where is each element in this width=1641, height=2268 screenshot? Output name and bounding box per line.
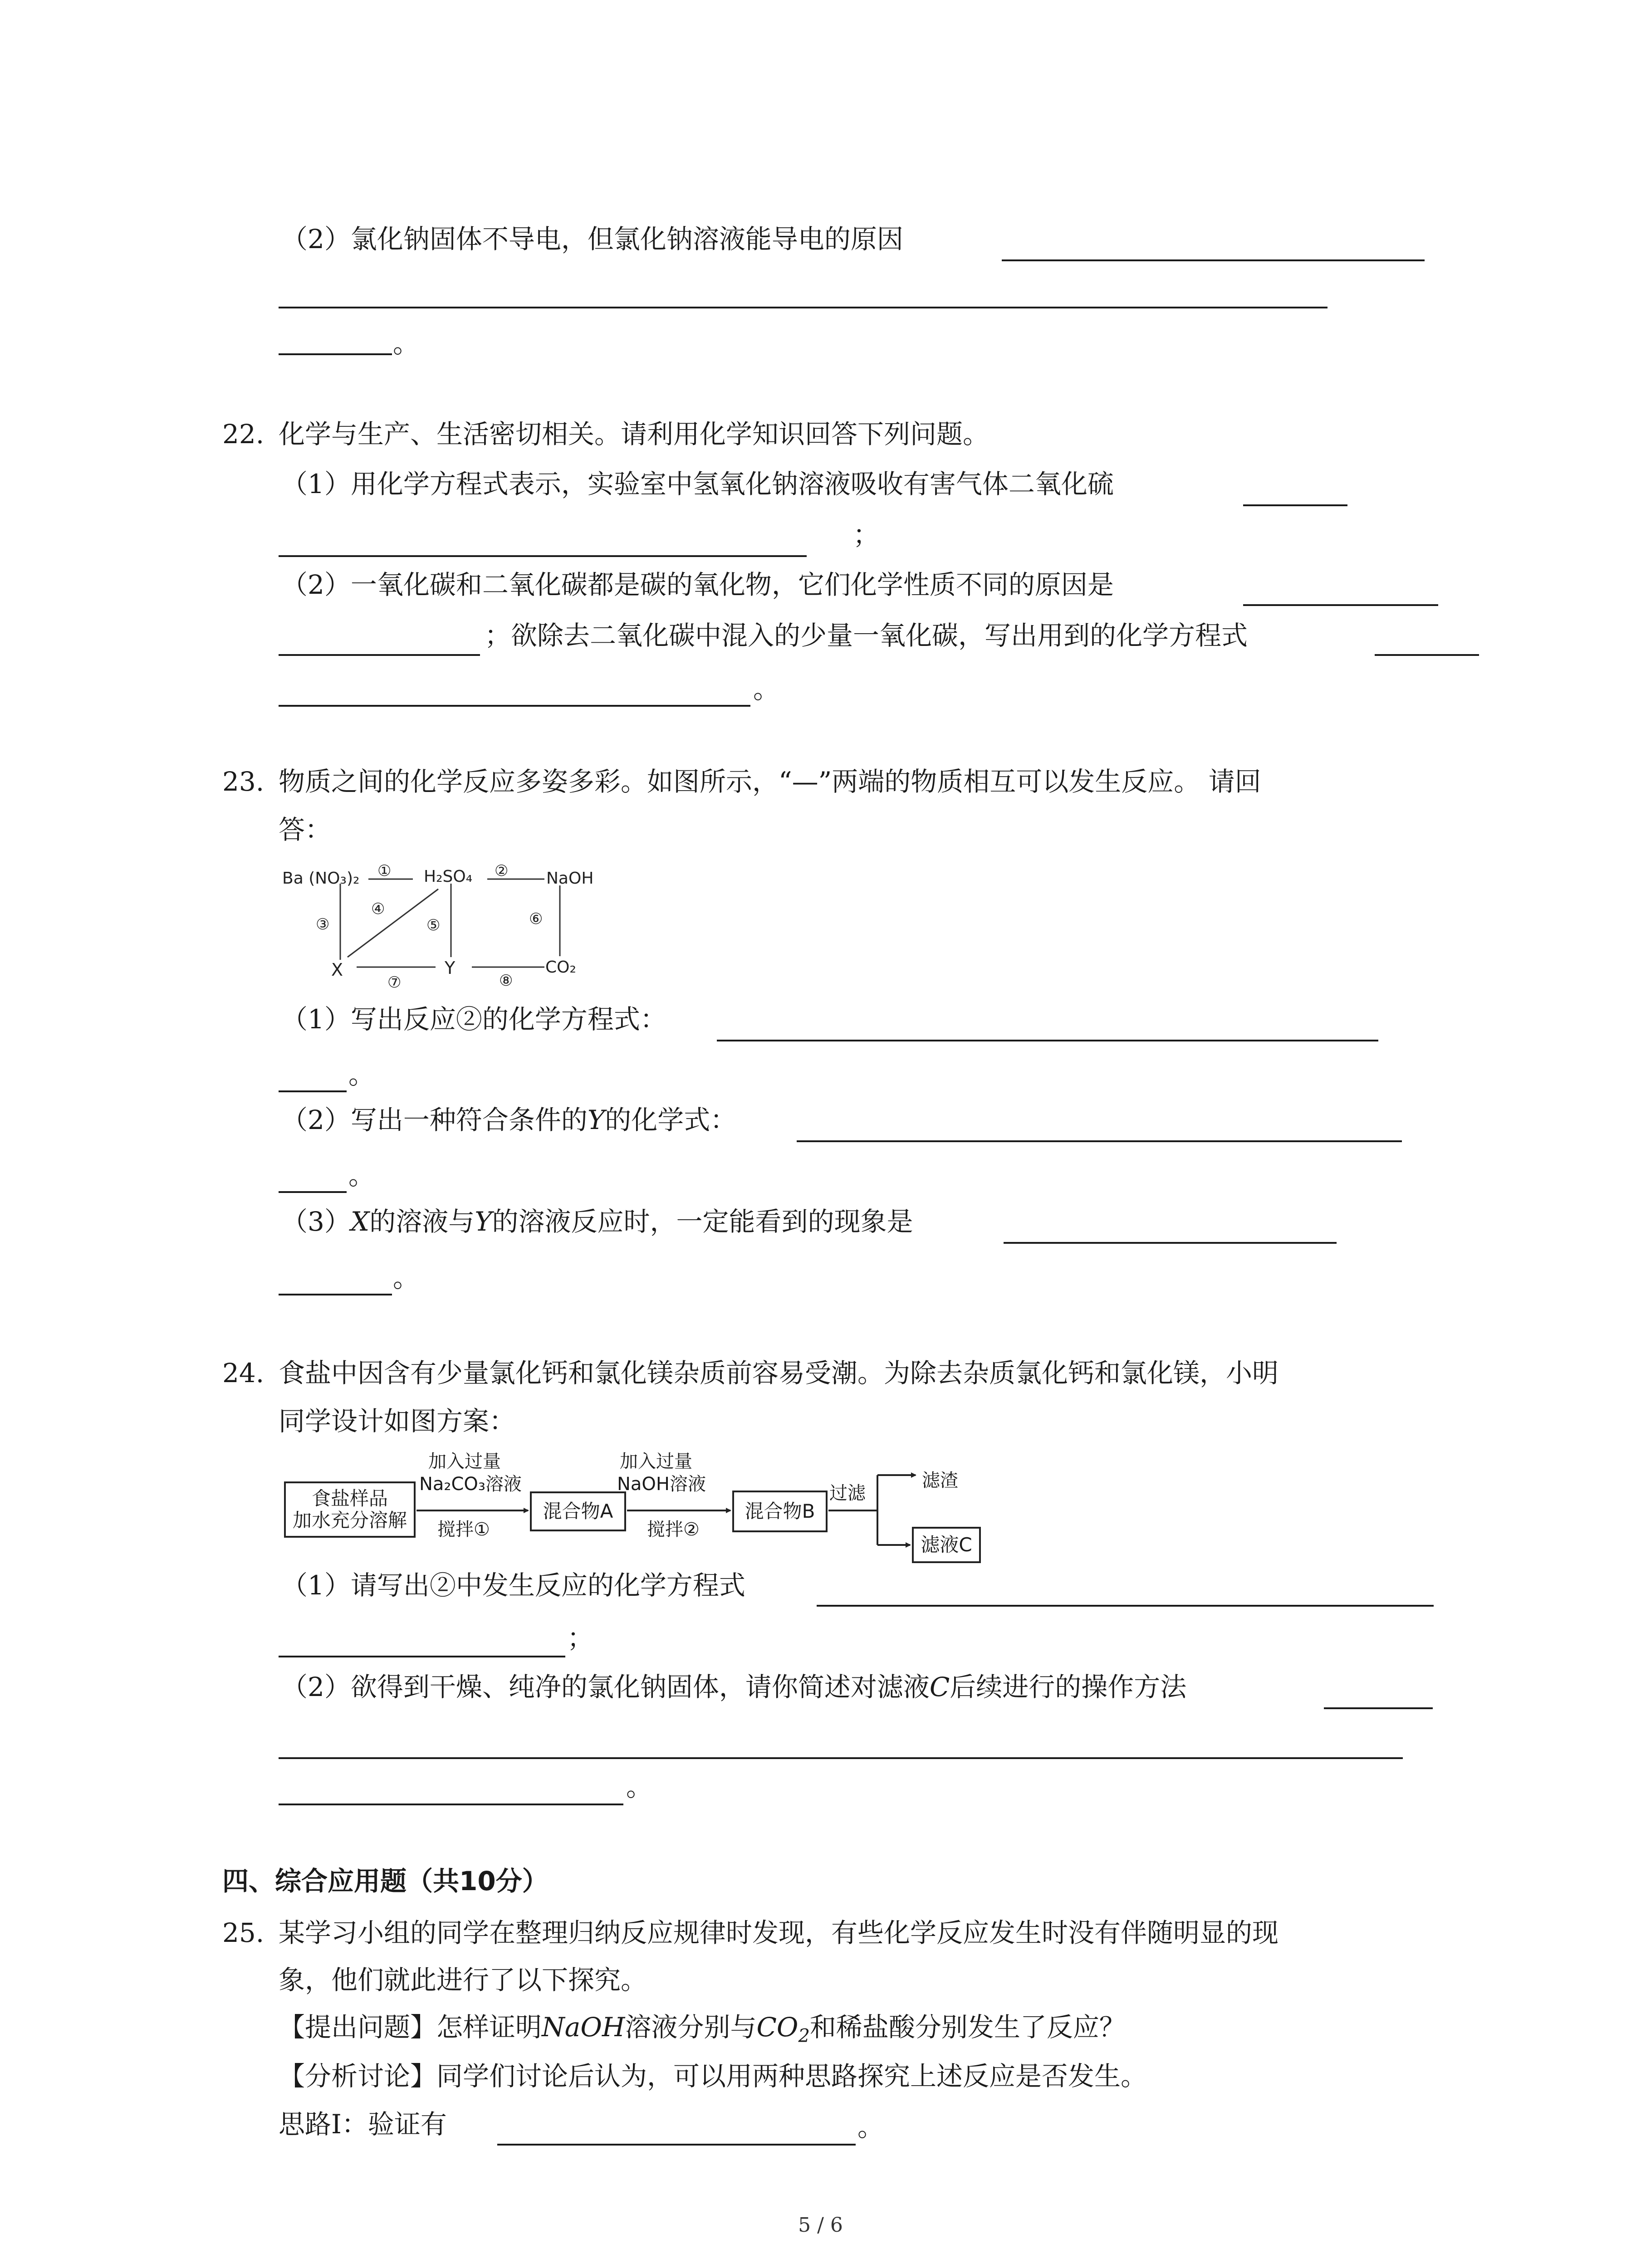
diagram-label-co2: CO₂: [545, 958, 576, 977]
flow-box-filtrate-c: 滤液C: [912, 1527, 981, 1563]
q23-part3-prefix: （3）: [281, 1206, 351, 1237]
flow-step2-top2: NaOH溶液: [617, 1474, 706, 1495]
q23-part3-text-a: 的溶液与: [369, 1206, 475, 1237]
q22-part2-blank-2[interactable]: [279, 654, 480, 656]
q22-part1-blank-2[interactable]: [279, 555, 807, 557]
q23-part3-end: 。: [393, 1262, 420, 1293]
reaction-diagram: [272, 853, 617, 992]
q21-part2-blank-3[interactable]: [279, 353, 392, 355]
flow-box-mixture-a: 混合物A: [530, 1491, 626, 1531]
flow-step1-top1: 加入过量: [428, 1451, 501, 1472]
flow-box-mixture-b: 混合物B: [732, 1491, 828, 1532]
q23-number: 23.: [222, 766, 265, 797]
q25-stem-line2: 象，他们就此进行了以下探究。: [279, 1965, 647, 1995]
q24-stem-line2: 同学设计如图方案：: [279, 1406, 516, 1437]
q25-ask-c: 和稀盐酸分别发生了反应？: [809, 2012, 1126, 2043]
q25-ask-b: 溶液分别与: [625, 2012, 757, 2043]
q23-part3-text: [281, 1208, 913, 1235]
q23-part2-text-b: 的化学式：: [605, 1105, 737, 1135]
q23-part3-text-b: 的溶液反应时，一定能看到的现象是: [492, 1206, 913, 1237]
q24-part2-blank-2[interactable]: [279, 1757, 1403, 1759]
flow-step1-top2: Na₂CO₃溶液: [419, 1474, 522, 1495]
q24-part1-end: ；: [567, 1623, 594, 1653]
q21-part2-blank-1[interactable]: [1002, 259, 1425, 261]
q22-part2-text-b: ；欲除去二氧化碳中混入的少量一氧化碳，写出用到的化学方程式: [485, 620, 1248, 651]
purification-flowchart: [279, 1447, 1050, 1569]
q24-number: 24.: [222, 1358, 265, 1388]
q24-part2-end: 。: [626, 1771, 653, 1802]
q25-stem-line1: 某学习小组的同学在整理归纳反应规律时发现，有些化学反应发生时没有伴随明显的现: [279, 1917, 1279, 1948]
q25-question-line: [279, 2014, 1126, 2045]
q23-part3-var-x: X: [350, 1206, 370, 1237]
flow-step1-bottom: 搅拌①: [437, 1519, 490, 1540]
q24-part2-blank-3[interactable]: [279, 1804, 623, 1805]
q25-number: 25.: [222, 1917, 265, 1948]
q25-idea1-blank[interactable]: [497, 2144, 856, 2146]
q24-part2-text-a: （2）欲得到干燥、纯净的氯化钠固体，请你简述对滤液: [281, 1672, 930, 1702]
q25-co2: CO: [756, 2012, 798, 2043]
q22-part1-text: （1）用化学方程式表示，实验室中氢氧化钠溶液吸收有害气体二氧化硫: [281, 469, 1114, 499]
q24-part1-blank-2[interactable]: [279, 1656, 565, 1657]
q25-discussion-line: 【分析讨论】同学们讨论后认为，可以用两种思路探究上述反应是否发生。: [279, 2061, 1147, 2092]
q23-part3-blank-1[interactable]: [1004, 1242, 1337, 1244]
q22-number: 22.: [222, 419, 265, 450]
q22-part1-end: ；: [853, 519, 880, 550]
q22-part2-blank-4[interactable]: [279, 705, 750, 707]
diagram-label-x: X: [331, 960, 343, 980]
q23-part1-end: 。: [348, 1059, 375, 1090]
q22-stem: 化学与生产、生活密切相关。请利用化学知识回答下列问题。: [279, 419, 989, 450]
diagram-num-4: ④: [371, 900, 385, 918]
q21-part2-end: 。: [393, 328, 420, 359]
diagram-num-8: ⑧: [499, 972, 513, 990]
q25-naoh: NaOH: [542, 2012, 625, 2043]
q24-part2-blank-1[interactable]: [1324, 1707, 1433, 1709]
diagram-connectors: [272, 853, 617, 989]
q21-part2-text: （2）氯化钠固体不导电，但氯化钠溶液能导电的原因: [281, 224, 903, 254]
diagram-num-3: ③: [316, 915, 330, 934]
q23-part3-blank-2[interactable]: [279, 1294, 392, 1295]
q22-part1-blank-1[interactable]: [1243, 504, 1347, 506]
q23-part3-var-y: Y: [475, 1206, 492, 1237]
flow-step2-bottom: 搅拌②: [647, 1519, 700, 1540]
diagram-label-h2so4: H₂SO₄: [424, 867, 473, 886]
q24-part2-text-b: 后续进行的操作方法: [950, 1672, 1187, 1702]
flow-arrows: [279, 1447, 1050, 1569]
q25-co2-subscript: 2: [798, 2025, 810, 2047]
q23-part2-var-y: Y: [587, 1105, 605, 1135]
q25-idea1-end: 。: [857, 2112, 884, 2142]
q22-part2-end: 。: [753, 674, 780, 704]
q24-part2-text: [281, 1674, 1186, 1700]
diagram-num-1: ①: [377, 862, 392, 880]
page-number: 5 / 6: [798, 2214, 843, 2237]
flow-step2-top1: 加入过量: [620, 1451, 692, 1472]
diagram-label-y: Y: [445, 958, 456, 978]
q23-part2-blank-2[interactable]: [279, 1191, 347, 1193]
q24-stem-line1: 食盐中因含有少量氯化钙和氯化镁杂质前容易受潮。为除去杂质氯化钙和氯化镁，小明: [279, 1358, 1279, 1388]
q23-part1-blank-1[interactable]: [717, 1040, 1378, 1041]
q23-part2-text: [281, 1107, 736, 1133]
q23-part2-blank-1[interactable]: [797, 1140, 1402, 1142]
diagram-label-naoh: NaOH: [546, 869, 594, 888]
flow-filter-label: 过滤: [829, 1483, 866, 1504]
q22-part2-text: （2）一氧化碳和二氧化碳都是碳的氧化物，它们化学性质不同的原因是: [281, 569, 1114, 600]
q25-ask-a: 【提出问题】怎样证明: [279, 2012, 542, 2043]
section-4-heading: 四、综合应用题（共10分）: [222, 1866, 549, 1897]
q22-part2-blank-3[interactable]: [1375, 654, 1479, 656]
flow-box-sample-line1: 食盐样品: [311, 1487, 388, 1510]
q23-stem-line2: 答：: [279, 814, 332, 845]
q23-part1-blank-2[interactable]: [279, 1090, 347, 1092]
q22-part2-blank-1[interactable]: [1243, 604, 1438, 606]
q23-stem-line1: 物质之间的化学反应多姿多彩。如图所示，“—”两端的物质相互可以发生反应。 请回: [279, 766, 1261, 797]
diagram-label-ba-no3-2: Ba (NO₃)₂: [282, 869, 360, 888]
q24-part1-blank-1[interactable]: [817, 1605, 1434, 1607]
q21-part2-blank-2[interactable]: [279, 307, 1327, 308]
diagram-num-7: ⑦: [387, 973, 402, 992]
q25-idea1-text: 思路Ⅰ：验证有: [279, 2109, 447, 2140]
diagram-num-5: ⑤: [426, 916, 441, 934]
q23-part2-text-a: （2）写出一种符合条件的: [281, 1105, 588, 1135]
q24-part2-var-c: C: [929, 1672, 950, 1702]
diagram-num-6: ⑥: [529, 910, 543, 928]
flow-box-sample-line2: 加水充分溶解: [292, 1509, 407, 1531]
q23-part1-text: （1）写出反应②的化学方程式：: [281, 1004, 666, 1035]
q23-part2-end: 。: [348, 1160, 375, 1191]
q24-part1-text: （1）请写出②中发生反应的化学方程式: [281, 1570, 745, 1601]
diagram-num-2: ②: [495, 862, 509, 880]
flow-output-residue: 滤渣: [922, 1470, 958, 1491]
